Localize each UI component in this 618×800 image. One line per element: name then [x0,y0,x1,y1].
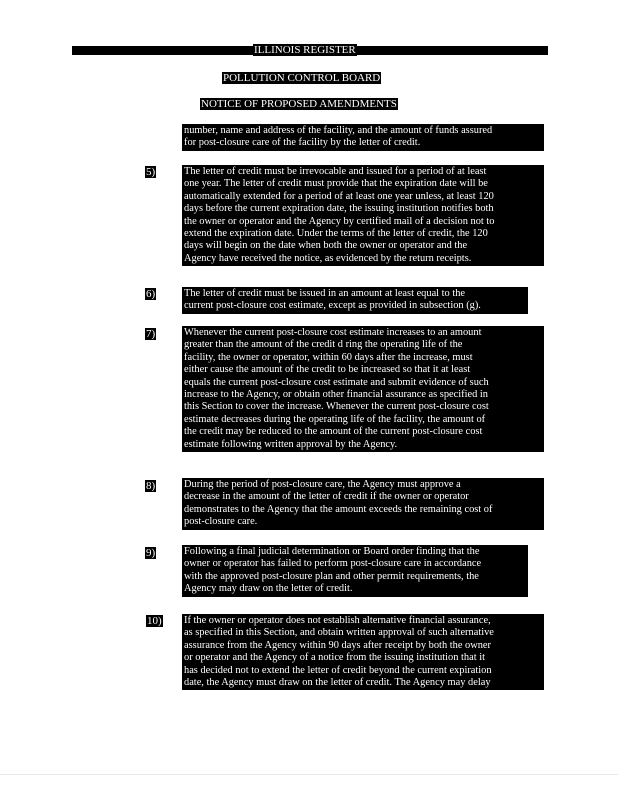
paragraph-line: If the owner or operator does not establish alternative financial assurance, [184,615,491,626]
item-number-9: 9) [146,547,156,559]
page-bottom-edge [0,774,618,775]
paragraph-line: days before the current expiration date, the issuing institution notifies both [184,203,494,215]
paragraph-line: one year. The letter of credit must provide that the expiration date will be [184,178,488,190]
paragraph-line: post-closure care. [184,516,258,528]
paragraph-line: Whenever the current post-closure cost estimate increases to an amount [184,327,482,338]
board-title: POLLUTION CONTROL BOARD [223,72,381,84]
paragraph-line: equals the current post-closure cost estimate and submit evidence of such [184,376,489,388]
paragraph-line: or operator and the Agency of a notice from the issuing institution that it [184,652,485,664]
paragraph-line: Agency have received the notice, as evidenced by the return receipts. [184,252,472,264]
paragraph-line: with the approved post-closure plan and other permit requirements, the [184,570,479,582]
paragraph-line: has decided not to extend the letter of credit beyond the current expiration [184,664,492,676]
paragraph-line: extend the expiration date. Under the terms of the letter of credit, the 120 [184,228,488,240]
item-number-10: 10) [147,615,162,627]
item-paragraph-10 [182,614,544,690]
paragraph-line: estimate following written approval by the Agency. [184,438,398,450]
item-paragraph-5 [182,165,544,266]
paragraph-line: facility, the owner or operator, within 60 days after the increase, must [184,351,473,363]
paragraph-line: increase to the Agency, or obtain other financial assurance as specified in [184,389,488,401]
register-title: ILLINOIS REGISTER [254,44,356,56]
item-number-5: 5) [146,166,156,178]
paragraph-line: date, the Agency must draw on the letter of credit. The Agency may delay [184,677,491,689]
paragraph-line: current post-closure cost estimate, except as provided in subsection (g). [184,300,481,312]
paragraph-line: Following a final judicial determination or Board order finding that the [184,546,480,557]
item-paragraph-8 [182,478,544,530]
item-paragraph-9 [182,545,528,597]
paragraph-line: owner or operator has failed to perform post-closure care in accordance [184,558,482,570]
paragraph-line: Agency may draw on the letter of credit. [184,583,353,595]
paragraph-line: as specified in this Section, and obtain written approval of such alternative [184,627,494,639]
paragraph-line: the owner or operator and the Agency by certified mail of a decision not to [184,215,495,227]
paragraph-line: greater than the amount of the credit d ring the operating life of the [184,339,463,351]
item-number-8: 8) [146,480,156,492]
paragraph-line: The letter of credit must be issued in an amount at least equal to the [184,288,466,299]
paragraph-line: automatically extended for a period of at least one year unless, at least 120 [184,190,494,202]
paragraph-line: estimate decreases during the operating life of the facility, the amount of [184,413,486,425]
notice-title: NOTICE OF PROPOSED AMENDMENTS [201,98,397,110]
paragraph-line: The letter of credit must be irrevocable and issued for a period of at least [184,166,487,177]
item-number-6: 6) [146,288,156,300]
paragraph-line: either cause the amount of the credit to be increased so that it at least [184,364,471,376]
paragraph-line: for post-closure care of the facility by the letter of credit. [184,137,421,149]
item-paragraph-6 [182,287,528,314]
item-paragraph-7 [182,326,544,452]
paragraph-line: number, name and address of the facility, and the amount of funds assured [184,125,493,136]
paragraph-line: assurance from the Agency within 90 days after receipt by both the owner [184,639,492,651]
continuation-paragraph [182,124,544,151]
paragraph-line: demonstrates to the Agency that the amount exceeds the remaining cost of [184,503,493,515]
paragraph-line: this Section to cover the increase. Whenever the current post-closure cost [184,401,489,413]
item-number-7: 7) [146,328,156,340]
paragraph-line: decrease in the amount of the letter of credit if the owner or operator [184,491,469,503]
paragraph-line: the credit may be reduced to the amount of the current post-closure cost [184,426,483,438]
paragraph-line: During the period of post-closure care, the Agency must approve a [184,479,461,490]
paragraph-line: days will begin on the date when both the owner or operator and the [184,240,468,252]
